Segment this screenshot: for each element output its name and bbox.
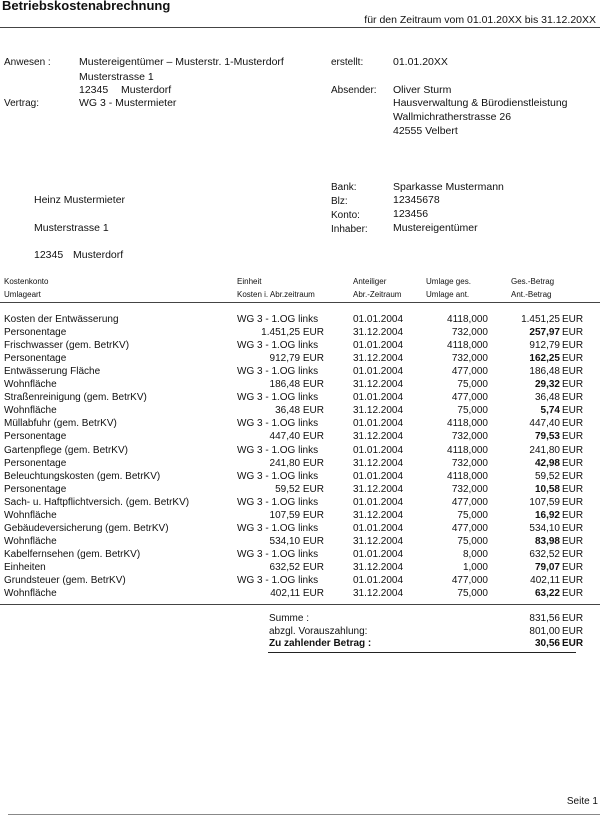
table-cell: 01.01.2004 [353,470,404,482]
table-cell: EUR [562,588,584,600]
table-cell: WG 3 - 1.OG links [237,548,319,560]
footer-divider [8,814,600,815]
table-cell: WG 3 - 1.OG links [237,418,319,430]
table-row [0,418,600,431]
vertrag-label: Vertrag: [4,98,40,109]
table-cell: 732,000 [451,483,488,495]
table-row [0,340,600,353]
table-cell: 732,000 [451,457,488,469]
zahlbetrag-label: Zu zahlender Betrag : [269,638,372,649]
table-cell: 534,10 EUR [269,535,324,547]
table-cell: 186,48 [529,366,560,378]
table-cell: 31.12.2004 [353,483,404,495]
blz-label: Blz: [331,196,348,207]
document-title: Betriebskostenabrechnung [2,0,171,13]
table-cell: EUR [562,496,584,508]
table-cell: EUR [562,340,584,352]
table-cell: 75,000 [457,588,488,600]
table-cell: Wohnfläche [4,379,57,391]
table-cell: EUR [562,444,584,456]
table-cell: 79,53 [534,431,560,443]
table-cell: Kosten der Entwässerung [4,314,119,325]
table-cell: WG 3 - 1.OG links [237,392,319,404]
table-cell: EUR [562,327,584,339]
anwesen-value: Mustereigentümer – Musterstr. 1-Musterdorf [79,56,284,68]
table-cell: 01.01.2004 [353,418,404,430]
header-einheit: Einheit [237,277,262,286]
table-row [0,484,600,497]
page-number: Seite 1 [566,796,598,807]
absender-line: 42555 Velbert [393,125,458,137]
table-row [0,497,600,510]
table-cell: 477,000 [451,392,488,404]
table-cell: 01.01.2004 [353,496,404,508]
table-cell: 31.12.2004 [353,535,404,547]
table-cell: Gartenpflege (gem. BetrKV) [4,444,128,456]
header-umlage-ges: Umlage ges. [426,277,471,286]
recipient-name: Heinz Mustermieter [34,194,126,206]
table-cell: 8,000 [462,548,488,560]
anwesen-zip: 12345 [79,84,109,96]
table-cell: 912,79 [529,340,560,352]
table-bottom-divider [0,604,600,605]
zahlbetrag-value: 30,56 [534,638,560,649]
table-cell: 31.12.2004 [353,405,404,417]
table-cell: EUR [562,405,584,417]
table-row [0,549,600,562]
konto-value: 123456 [393,208,429,220]
table-cell: 402,11 [530,575,560,586]
table-cell: EUR [562,353,584,365]
table-cell: 477,000 [451,366,488,378]
table-cell: 632,52 [529,548,560,560]
table-row [0,405,600,418]
absender-line: Oliver Sturm [393,84,452,96]
table-cell: WG 3 - 1.OG links [237,496,319,508]
table-cell: 75,000 [457,379,488,391]
absender-label: Absender: [331,85,377,96]
table-cell: EUR [562,483,584,495]
table-cell: 31.12.2004 [353,327,404,339]
table-row [0,523,600,536]
table-cell: Grundsteuer (gem. BetrKV) [4,575,126,586]
table-cell: 83,98 [534,535,560,547]
table-cell: 4118,000 [447,314,488,325]
table-cell: 4118,000 [447,418,488,430]
table-cell: EUR [562,575,584,586]
konto-label: Konto: [331,210,360,221]
table-cell: Wohnfläche [4,405,57,417]
table-cell: Kabelfernsehen (gem. BetrKV) [4,548,141,560]
table-cell: 10,58 [534,483,560,495]
table-row [0,431,600,444]
table-cell: EUR [562,314,584,325]
table-cell: Beleuchtungskosten (gem. BetrKV) [4,470,161,482]
table-cell: 75,000 [457,509,488,521]
table-cell: Entwässerung Fläche [4,366,101,378]
table-cell: EUR [562,392,584,404]
anwesen-street: Musterstrasse 1 [79,71,154,83]
table-row [0,562,600,575]
table-cell: EUR [562,548,584,560]
table-cell: Wohnfläche [4,509,57,521]
table-row [0,575,600,588]
table-cell: WG 3 - 1.OG links [237,444,319,456]
table-cell: 01.01.2004 [353,444,404,456]
table-cell: Personentage [4,457,67,469]
table-cell: 31.12.2004 [353,353,404,365]
table-cell: 241,80 [529,444,560,456]
vorauszahlung-label: abzgl. Vorauszahlung: [269,626,368,637]
table-cell: WG 3 - 1.OG links [237,340,319,352]
table-cell: 534,10 [529,522,560,534]
table-cell: Personentage [4,483,67,495]
vorauszahlung-value: 801,00 [529,626,560,637]
table-cell: 31.12.2004 [353,379,404,391]
table-cell: EUR [562,509,584,521]
table-cell: 732,000 [451,353,488,365]
table-cell: 36,48 EUR [275,405,324,417]
inhaber-value: Mustereigentümer [393,222,478,234]
table-cell: 29,32 [534,379,560,391]
table-cell: WG 3 - 1.OG links [237,522,319,534]
table-cell: Sach- u. Haftpflichtversich. (gem. BetrKV) [4,496,190,508]
bank-label: Bank: [331,182,357,193]
table-cell: 79,07 [534,561,560,573]
table-cell: EUR [562,470,584,482]
header-umlage-ant: Umlage ant. [426,290,470,299]
table-cell: 31.12.2004 [353,457,404,469]
table-cell: 01.01.2004 [353,575,404,586]
table-row [0,536,600,549]
table-cell: 63,22 [534,588,560,600]
header-umlageart: Umlageart [4,290,41,299]
table-cell: 477,000 [451,522,488,534]
table-cell: 42,98 [534,457,560,469]
bank-value: Sparkasse Mustermann [393,181,504,193]
table-cell: 01.01.2004 [353,522,404,534]
title-divider [0,27,600,28]
table-cell: EUR [562,561,584,573]
anwesen-label: Anwesen : [4,57,51,68]
table-cell: WG 3 - 1.OG links [237,575,319,586]
table-header-divider [0,302,600,303]
table-cell: Straßenreinigung (gem. BetrKV) [4,392,147,404]
table-cell: 1,000 [462,561,488,573]
table-row [0,353,600,366]
table-cell: 107,59 EUR [269,509,324,521]
table-row [0,510,600,523]
table-cell: Wohnfläche [4,535,57,547]
zahlbetrag-currency: EUR [562,638,584,649]
header-kosten: Kosten i. Abr.zeitraum [237,290,315,299]
recipient-zip: 12345 [34,249,64,261]
anwesen-city: Musterdorf [121,84,172,96]
summe-label: Summe : [269,613,310,624]
summe-currency: EUR [562,613,584,624]
table-cell: 257,97 [529,327,560,339]
table-row [0,366,600,379]
table-cell: Müllabfuhr (gem. BetrKV) [4,418,117,430]
table-cell: Frischwasser (gem. BetrKV) [4,340,130,352]
table-cell: 477,000 [451,496,488,508]
table-cell: EUR [562,418,584,430]
table-row [0,392,600,405]
table-cell: EUR [562,457,584,469]
header-kostenkonto: Kostenkonto [4,277,49,286]
table-cell: 5,74 [540,405,560,417]
table-cell: 01.01.2004 [353,366,404,378]
table-cell: Personentage [4,431,67,443]
table-row [0,314,600,327]
absender-line: Hausverwaltung & Bürodienstleistung [393,97,568,109]
table-cell: EUR [562,431,584,443]
table-cell: 1.451,25 EUR [261,327,324,339]
table-row [0,445,600,458]
table-cell: 31.12.2004 [353,431,404,443]
table-cell: Gebäudeversicherung (gem. BetrKV) [4,522,169,534]
table-cell: WG 3 - 1.OG links [237,314,319,325]
table-cell: 4118,000 [447,340,488,352]
table-cell: 4118,000 [447,444,488,456]
table-cell: 477,000 [451,575,488,586]
table-cell: 241,80 EUR [269,457,324,469]
table-cell: WG 3 - 1.OG links [237,366,319,378]
recipient-city: Musterdorf [73,249,124,261]
table-cell: 01.01.2004 [353,314,404,325]
table-cell: 75,000 [457,405,488,417]
table-cell: 912,79 EUR [269,353,324,365]
table-cell: WG 3 - 1.OG links [237,470,319,482]
vorauszahlung-currency: EUR [562,626,584,637]
table-row [0,588,600,601]
table-cell: 632,52 EUR [269,561,324,573]
table-cell: Wohnfläche [4,588,57,600]
table-cell: 107,59 [529,496,560,508]
table-cell: 447,40 EUR [269,431,324,443]
header-abr-zeitraum: Abr.-Zeitraum [353,290,402,299]
absender-line: Wallmichratherstrasse 26 [393,111,512,123]
table-cell: 59,52 EUR [275,483,324,495]
table-row [0,458,600,471]
header-ges-betrag: Ges.-Betrag [511,277,555,286]
table-row [0,327,600,340]
table-row [0,471,600,484]
recipient-street: Musterstrasse 1 [34,222,109,234]
table-cell: 01.01.2004 [353,548,404,560]
table-cell: 447,40 [529,418,560,430]
header-ant-betrag: Ant.-Betrag [511,290,552,299]
table-cell: 75,000 [457,535,488,547]
summe-value: 831,56 [529,613,560,624]
table-cell: EUR [562,522,584,534]
table-cell: EUR [562,366,584,378]
table-cell: 31.12.2004 [353,561,404,573]
table-cell: Personentage [4,353,67,365]
table-cell: Personentage [4,327,67,339]
erstellt-label: erstellt: [331,57,364,68]
table-cell: 36,48 [534,392,560,404]
table-cell: 732,000 [451,431,488,443]
table-cell: Einheiten [4,561,46,573]
table-cell: 01.01.2004 [353,340,404,352]
vertrag-value: WG 3 - Mustermieter [79,97,177,109]
table-cell: 31.12.2004 [353,588,404,600]
header-anteiliger: Anteiliger [353,277,387,286]
table-cell: 1.451,25 [521,314,560,325]
period-text: für den Zeitraum vom 01.01.20XX bis 31.12.20XX [364,14,596,26]
table-cell: 4118,000 [447,470,488,482]
table-cell: 31.12.2004 [353,509,404,521]
totals-underline [268,652,576,653]
table-cell: 402,11 EUR [270,588,324,600]
table-cell: 59,52 [534,470,560,482]
table-cell: 162,25 [529,353,560,365]
table-cell: EUR [562,379,584,391]
table-cell: EUR [562,535,584,547]
table-cell: 186,48 EUR [269,379,324,391]
table-cell: 01.01.2004 [353,392,404,404]
table-cell: 16,92 [534,509,560,521]
table-cell: 732,000 [451,327,488,339]
erstellt-value: 01.01.20XX [393,56,448,68]
inhaber-label: Inhaber: [331,224,368,235]
table-row [0,379,600,392]
blz-value: 12345678 [393,194,440,206]
